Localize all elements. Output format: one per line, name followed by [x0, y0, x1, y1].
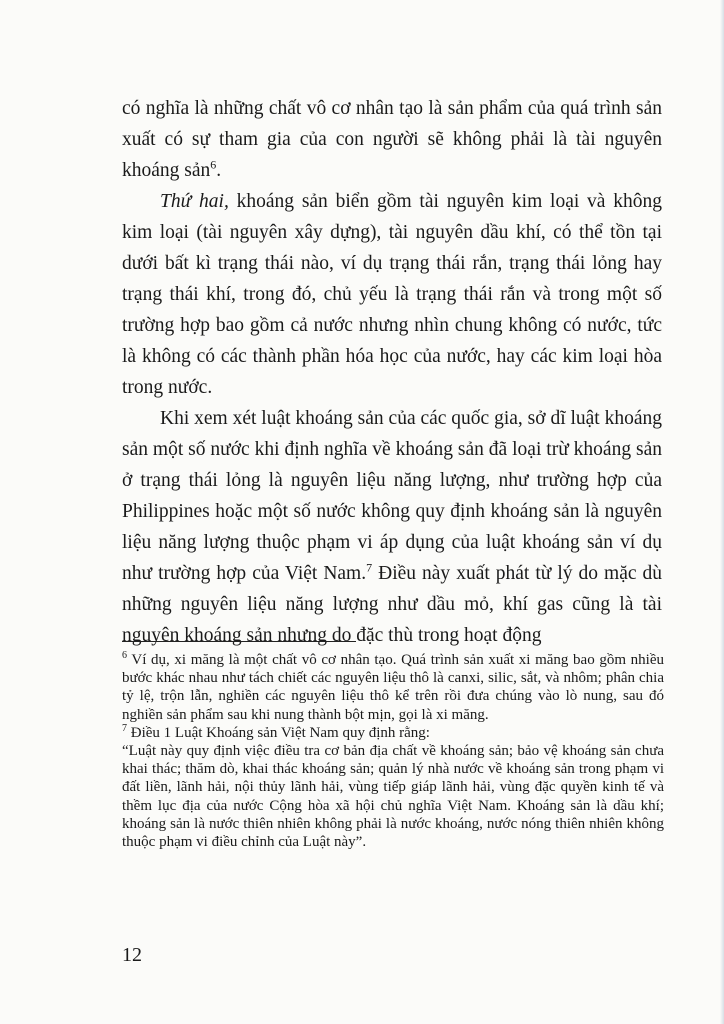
footnote-7-mark: 7 [122, 722, 127, 734]
footnote-6 [122, 651, 664, 724]
paragraph-2-text: khoáng sản biển gồm tài nguyên kim loại và không kim loại (tài nguyên xây dựng), tài nguyên dầu khí, có thể tồn tại dưới bất kì trạng thái nào, ví dụ trạng thái rắn, trạng thái lỏng hay trạng thái khí, trong đó, chủ yếu là trạng thái rắn và trong một số trường hợp bao gồm cả nước nhưng nhìn chung không có nước, tức là không có các thành phần hóa học của nước, hay các kim loại hòa trong nước. [122, 191, 663, 398]
footnote-7-text: Điều 1 Luật Khoáng sản Việt Nam quy định rằng: [127, 724, 430, 741]
paragraph-3-text-a: Khi xem xét luật khoáng sản của các quốc gia, sở dĩ luật khoáng sản một số nước khi định nghĩa về khoáng sản đã loại trừ khoáng sản ở trạng thái lỏng là nguyên liệu năng lượng, như trường hợp của Philippines hoặc một số nước không quy định khoáng sản là nguyên liệu năng lượng thuộc phạm vi áp dụng của luật khoáng sản ví dụ như trường hợp của Việt Nam. [122, 408, 663, 584]
paragraph-1-text: có nghĩa là những chất vô cơ nhân tạo là sản phẩm của quá trình sản xuất có sự tham gia của con người sẽ không phải là tài nguyên khoáng sản [122, 98, 662, 181]
footnotes [122, 651, 664, 851]
paragraph-3-text-b: Điều này xuất phát từ lý do mặc dù những nguyên liệu năng lượng như dầu mỏ, khí gas cũng là tài nguyên khoáng sản nhưng do đặc thù trong hoạt động [122, 563, 663, 646]
footnote-7 [122, 724, 664, 742]
paragraph-3 [122, 403, 662, 651]
footnote-ref-6: 6 [210, 157, 217, 172]
paragraph-1-end: . [216, 160, 222, 181]
footnote-6-mark: 6 [122, 650, 127, 661]
footnote-7-quote: “Luật này quy định việc điều tra cơ bản địa chất về khoáng sản; bảo vệ khoáng sản chưa khai thác; thăm dò, khai thác khoáng sản; quản lý nhà nước về khoáng sản trong phạm vi đất liền, lãnh hải, nội thủy lãnh hải, vùng tiếp giáp lãnh hải, vùng đặc quyền kinh tế và thềm lục địa của nước Cộng hòa xã hội chủ nghĩa Việt Nam. Khoáng sản là dầu khí; khoáng sản là nước thiên nhiên không phải là nước khoáng, nước nóng thiên nhiên không thuộc phạm vi điều chỉnh của Luật này”. [122, 743, 664, 851]
footnote-divider [122, 641, 356, 642]
footnote-6-text: Ví dụ, xi măng là một chất vô cơ nhân tạo. Quá trình sản xuất xi măng bao gồm nhiều bước khác nhau như tách chiết các nguyên liệu thô là canxi, silic, sắt, và nhôm; phân chia tỷ lệ, trộn lẫn, nghiền các nguyên liệu thô kể trên rồi đưa chúng vào lò nung, sau đó nghiền sản phẩm sau khi nung thành bột mịn, gọi là xi măng. [122, 652, 664, 723]
footnote-ref-7: 7 [366, 560, 373, 575]
page-edge-shadow [720, 0, 724, 1024]
page-number: 12 [122, 944, 142, 966]
paragraph-2 [122, 186, 662, 403]
paragraph-2-italic-lead: Thứ hai, [160, 191, 229, 212]
main-body-text [122, 93, 662, 651]
paragraph-1 [122, 93, 662, 186]
